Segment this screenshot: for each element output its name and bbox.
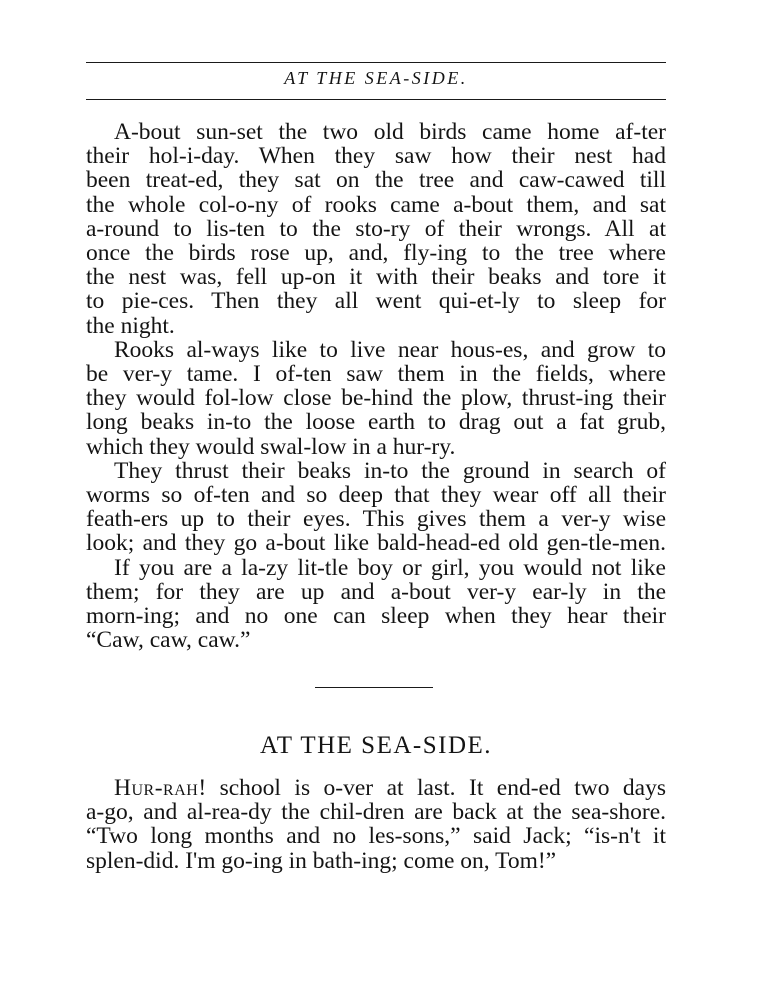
opening-word: Hur-rah	[114, 775, 199, 801]
body-text-bottom	[86, 776, 666, 873]
text-line: their hol-i-day. When they saw how their nest had	[86, 143, 666, 170]
text-line: “Caw, caw, caw.”	[86, 627, 251, 654]
section-separator	[315, 687, 433, 688]
text-line: the night.	[86, 312, 175, 339]
text-line: a-go, and al-rea-dy the chil-dren are back at the sea-shore.	[86, 799, 666, 826]
text-line: they would fol-low close be-hind the plow, thrust-ing their	[86, 385, 666, 412]
text-line: “Two long months and no les-sons,” said Jack; “is-n't it	[86, 823, 666, 850]
text-line: been treat-ed, they sat on the tree and caw-cawed till	[86, 167, 666, 194]
text-line: splen-did. I'm go-ing in bath-ing; come on, Tom!”	[86, 847, 557, 874]
text-line: A-bout sun-set the two old birds came home af-ter	[114, 119, 666, 145]
header-rule-top	[86, 62, 666, 63]
text-line: once the birds rose up, and, fly-ing to the tree where	[86, 240, 666, 267]
opening-line-rest: ! school is o-ver at last. It end-ed two days	[198, 775, 666, 801]
text-line: them; for they are up and a-bout ver-y ear-ly in the	[86, 578, 666, 605]
text-line: the nest was, fell up-on it with their beaks and tore it	[86, 264, 666, 291]
running-head: AT THE SEA-SIDE.	[284, 68, 468, 88]
text-line: a-round to lis-ten to the sto-ry of their wrongs. All at	[86, 215, 666, 242]
text-line: which they would swal-low in a hur-ry.	[86, 433, 456, 460]
text-line: long beaks in-to the loose earth to drag out a fat grub,	[86, 409, 666, 436]
text-line: worms so of-ten and so deep that they wear off all their	[86, 482, 666, 509]
body-text-top	[86, 120, 666, 652]
text-line: be ver-y tame. I of-ten saw them in the fields, where	[86, 361, 666, 388]
text-line: If you are a la-zy lit-tle boy or girl, you would not like	[114, 554, 666, 581]
text-line: Rooks al-ways like to live near hous-es, and grow to	[114, 336, 666, 363]
text-line: look; and they go a-bout like bald-head-ed old gen-tle-men.	[86, 530, 666, 557]
text-line: to pie-ces. Then they all went qui-et-ly to sleep for	[86, 288, 666, 315]
text-line: the whole col-o-ny of rooks came a-bout them, and sat	[86, 191, 666, 218]
text-line: They thrust their beaks in-to the ground in search of	[114, 457, 666, 484]
section-title: AT THE SEA-SIDE.	[259, 732, 493, 759]
header-rule-bottom	[86, 99, 666, 100]
text-line-opening	[86, 776, 666, 800]
text-line: feath-ers up to their eyes. This gives them a ver-y wise	[86, 506, 666, 533]
text-line: morn-ing; and no one can sleep when they hear their	[86, 603, 666, 630]
